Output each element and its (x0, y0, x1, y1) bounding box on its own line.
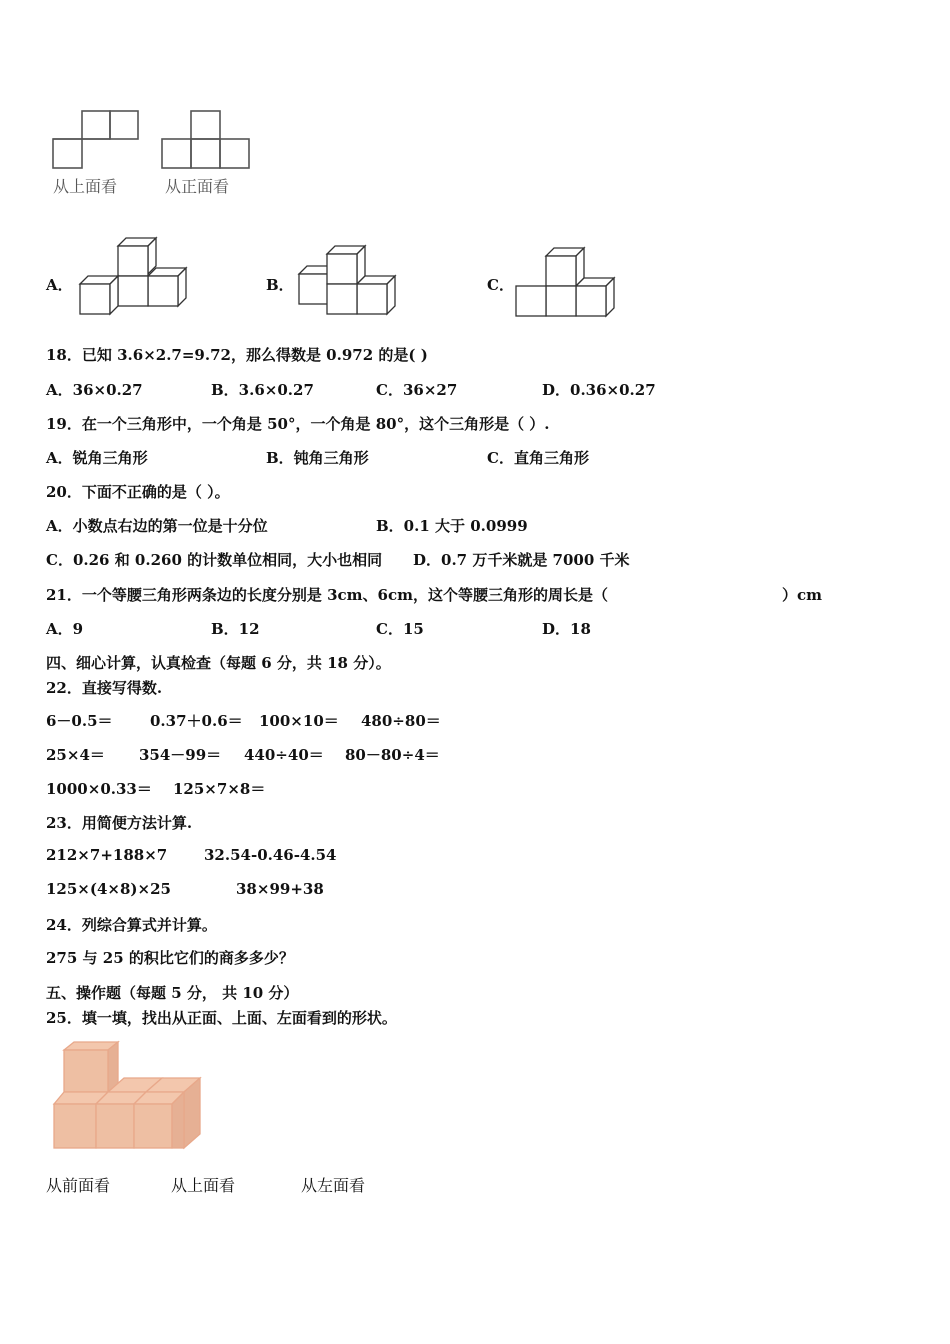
q22-item: 440÷40＝ (244, 746, 324, 764)
option-a-label[interactable]: A． (46, 276, 73, 294)
q19-option-b[interactable]: B．钝角三角形 (266, 449, 369, 467)
section-5-title: 五、操作题（每题 5 分， 共 10 分） (46, 984, 299, 1002)
q22-item: 0.37＋0.6＝ (150, 712, 243, 730)
q18-option-d[interactable]: D．0.36×0.27 (542, 381, 656, 399)
top-view-caption: 从上面看 (53, 177, 118, 196)
q18-stem: 18．已知 3.6×2.7=9.72，那么得数是 0.972 的是( ) (46, 346, 428, 364)
option-c-label[interactable]: C． (487, 276, 514, 294)
q24-question: 275 与 25 的积比它们的商多多少？ (46, 949, 294, 967)
q24-stem: 24．列综合算式并计算。 (46, 916, 217, 934)
q23-stem: 23．用简便方法计算. (46, 814, 193, 832)
q25-stem: 25．填一填，找出从正面、上面、左面看到的形状。 (46, 1009, 397, 1027)
q25-cubes-figure (48, 1038, 208, 1153)
option-a-cubes (76, 234, 196, 320)
q25-left-view-label: 从左面看 (301, 1176, 366, 1195)
option-b-label[interactable]: B． (266, 276, 294, 294)
q20-stem: 20．下面不正确的是（ ）。 (46, 483, 230, 501)
q22-item: 6－0.5＝ (46, 712, 113, 730)
q23-item: 125×(4×8)×25 (46, 880, 171, 898)
q22-item: 480÷80＝ (361, 712, 441, 730)
top-view-figure (52, 111, 138, 168)
front-view-caption: 从正面看 (165, 177, 230, 196)
q20-option-b[interactable]: B．0.1 大于 0.0999 (376, 517, 528, 535)
q20-option-c[interactable]: C．0.26 和 0.260 的计数单位相同，大小也相同 (46, 551, 383, 569)
q25-front-view-label: 从前面看 (46, 1176, 111, 1195)
front-view-figure (162, 111, 249, 168)
q21-option-d[interactable]: D．18 (542, 620, 591, 638)
q21-option-c[interactable]: C．15 (376, 620, 424, 638)
q21-stem-end: ）cm (782, 586, 823, 604)
q22-item: 80－80÷4＝ (345, 746, 440, 764)
q20-option-a[interactable]: A．小数点右边的第一位是十分位 (46, 517, 268, 535)
q19-option-a[interactable]: A．锐角三角形 (46, 449, 148, 467)
q18-option-c[interactable]: C．36×27 (376, 381, 458, 399)
q22-item: 125×7×8＝ (173, 780, 266, 798)
q19-option-c[interactable]: C．直角三角形 (487, 449, 589, 467)
q23-item: 212×7+188×7 (46, 846, 168, 864)
q21-stem: 21．一个等腰三角形两条边的长度分别是 3cm、6cm，这个等腰三角形的周长是（ (46, 586, 608, 604)
q22-item: 1000×0.33＝ (46, 780, 152, 798)
q25-top-view-label: 从上面看 (171, 1176, 236, 1195)
q21-option-b[interactable]: B．12 (211, 620, 260, 638)
q21-option-a[interactable]: A．9 (46, 620, 84, 638)
q22-item: 354－99＝ (139, 746, 222, 764)
q20-option-d[interactable]: D．0.7 万千米就是 7000 千米 (413, 551, 630, 569)
q22-item: 25×4＝ (46, 746, 105, 764)
q22-stem: 22．直接写得数. (46, 679, 163, 697)
option-c-cubes (514, 244, 624, 324)
q19-stem: 19．在一个三角形中，一个角是 50°，一个角是 80°，这个三角形是（ ）. (46, 415, 550, 433)
option-b-cubes (295, 240, 405, 320)
q22-item: 100×10＝ (259, 712, 339, 730)
q23-item: 32.54-0.46-4.54 (204, 846, 337, 864)
section-4-title: 四、细心计算，认真检查（每题 6 分，共 18 分）。 (46, 654, 391, 672)
q18-option-b[interactable]: B．3.6×0.27 (211, 381, 314, 399)
q18-option-a[interactable]: A．36×0.27 (46, 381, 143, 399)
q23-item: 38×99+38 (236, 880, 324, 898)
